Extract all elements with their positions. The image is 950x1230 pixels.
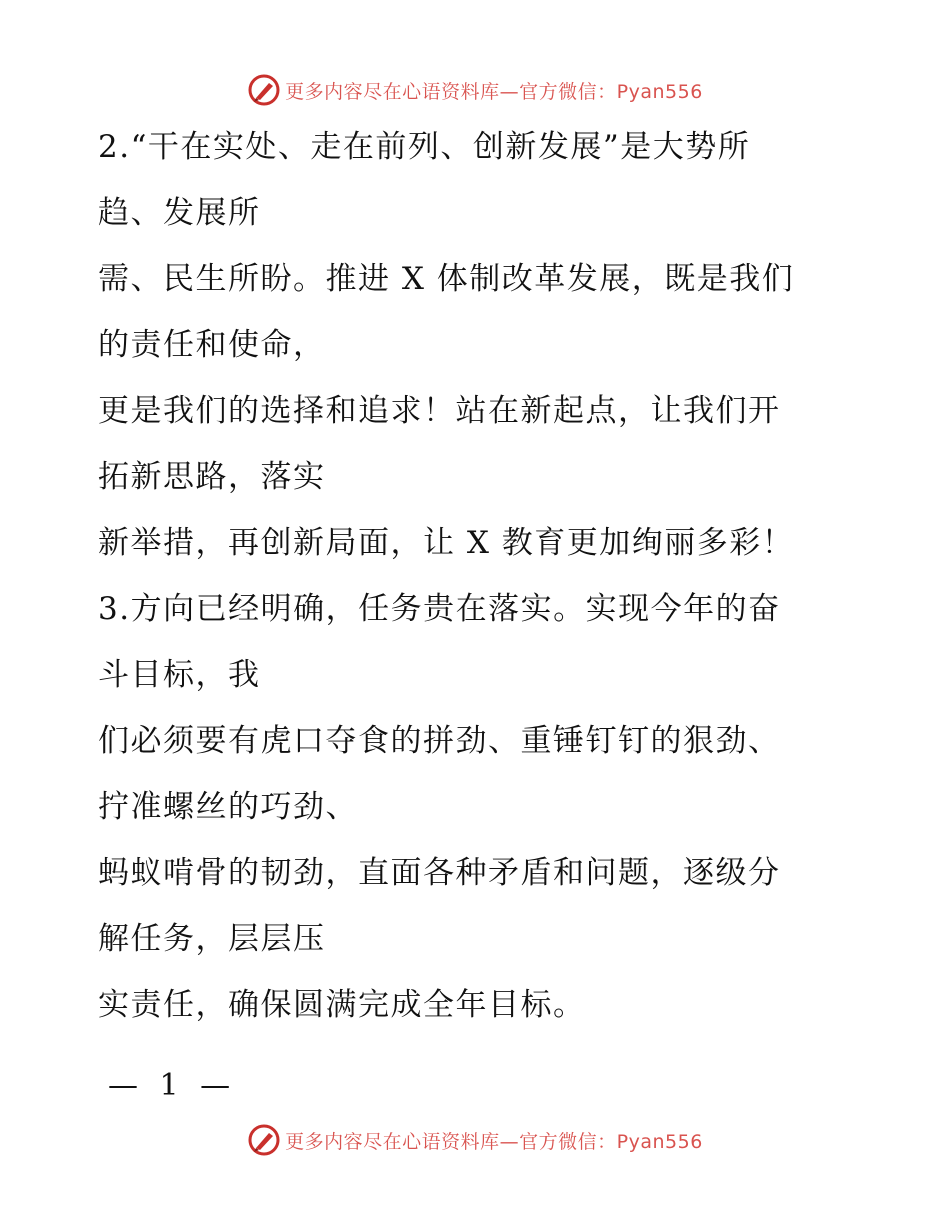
text-line: 们必须要有虎口夺食的拼劲、重锤钉钉的狠劲、 [98,723,781,759]
text-line: 需、民生所盼。推进 X 体制改革发展，既是我们 [98,261,795,297]
header-banner [0,70,950,110]
text-line: 3.方向已经明确，任务贵在落实。实现今年的奋 [98,591,781,627]
page-number: — 1 — [108,1068,237,1103]
text-line: 拧准螺丝的巧劲、 [98,789,358,825]
banner-text: 更多内容尽在心语资料库—官方微信：Pyan556 [285,1130,703,1153]
text-line: 斗目标，我 [98,657,261,693]
text-line: 的责任和使命， [98,327,326,363]
text-line: 趋、发展所 [98,195,261,231]
pen-logo-icon [247,73,281,107]
pen-logo-icon [247,1123,281,1157]
text-line: 2.“干在实处、走在前列、创新发展”是大势所 [98,129,751,165]
banner-text: 更多内容尽在心语资料库—官方微信：Pyan556 [285,80,703,103]
text-line: 更是我们的选择和追求！站在新起点，让我们开 [98,393,781,429]
text-line: 新举措，再创新局面，让 X 教育更加绚丽多彩！ [98,525,795,561]
footer-banner [0,1120,950,1160]
text-line: 蚂蚁啃骨的韧劲，直面各种矛盾和问题，逐级分 [98,855,781,891]
text-line: 实责任，确保圆满完成全年目标。 [98,987,586,1023]
document-body [98,122,858,1046]
text-line: 解任务，层层压 [98,921,326,957]
text-line: 拓新思路，落实 [98,459,326,495]
